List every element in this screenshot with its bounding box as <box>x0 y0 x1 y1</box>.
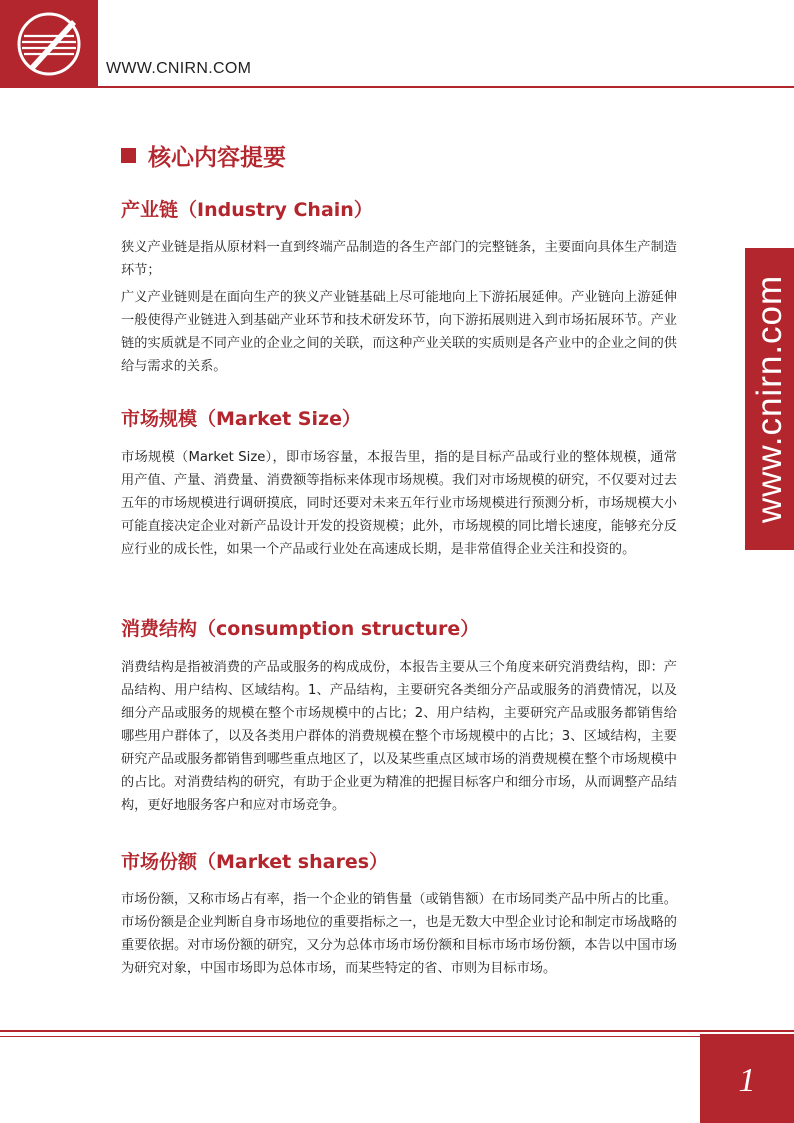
section-heading-industry-chain: 产业链（Industry Chain） <box>121 199 373 221</box>
side-tab-text: www.cnirn.com <box>749 274 789 524</box>
header-divider <box>0 86 794 88</box>
side-tab <box>745 248 794 550</box>
paragraph-industry-chain-1: 狭义产业链是指从原材料一直到终端产品制造的各生产部门的完整链条，主要面向具体生产制造环节； <box>121 240 677 278</box>
page-number: 1 <box>738 1062 756 1099</box>
page-title-text: 核心内容提要 <box>148 145 286 171</box>
paragraph-consumption-structure: 消费结构是指被消费的产品或服务的构成成份，本报告主要从三个角度来研究消费结构，即：产品结构、用户结构、区域结构。1、产品结构，主要研究各类细分产品或服务的消费情况，以及细分产品或服务的规模在整个市场规模中的占比；2、用户结构，主要研究产品或服务都销售给哪些用户群体了，以及各类用户群体的消费规模在整个市场规模中的占比；3、区域结构，主要研究产品或服务都销售到哪些重点地区了，以及某些重点区域市场的消费规模在整个市场规模中的占比。对消费结构的研究，有助于企业更为精准的把握目标客户和细分市场，从而调整产品结构，更好地服务客户和应对市场竞争。 <box>121 660 677 813</box>
logo-emblem-icon <box>10 6 88 82</box>
square-bullet-icon <box>121 148 136 163</box>
section-heading-consumption-structure: 消费结构（consumption structure） <box>121 618 480 640</box>
header-url: WWW.CNIRN.COM <box>106 60 252 77</box>
paragraph-market-shares: 市场份额，又称市场占有率，指一个企业的销售量（或销售额）在市场同类产品中所占的比重。市场份额是企业判断自身市场地位的重要指标之一，也是无数大中型企业讨论和制定市场战略的重要依据。对市场份额的研究，又分为总体市场市场份额和目标市场市场份额，本告以中国市场为研究对象，中国市场即为总体市场，而某些特定的省、市则为目标市场。 <box>121 892 677 976</box>
footer-divider-thin <box>0 1036 700 1037</box>
footer-divider <box>0 1030 794 1032</box>
section-heading-market-shares: 市场份额（Market shares） <box>121 851 389 873</box>
section-heading-market-size: 市场规模（Market Size） <box>121 408 361 430</box>
paragraph-industry-chain-2: 广义产业链则是在面向生产的狭义产业链基础上尽可能地向上下游拓展延伸。产业链向上游延伸一般使得产业链进入到基础产业环节和技术研发环节，向下游拓展则进入到市场拓展环节。产业链的实质就是不同产业的企业之间的关联，而这种产业关联的实质则是各产业中的企业之间的供给与需求的关系。 <box>121 290 677 374</box>
logo <box>0 0 98 88</box>
paragraph-market-size: 市场规模（Market Size），即市场容量，本报告里，指的是目标产品或行业的整体规模，通常用产值、产量、消费量、消费额等指标来体现市场规模。我们对市场规模的研究，不仅要对过去五年的市场规模进行调研摸底，同时还要对未来五年行业市场规模进行预测分析，市场规模大小可能直接决定企业对新产品设计开发的投资规模；此外，市场规模的同比增长速度，能够充分反应行业的成长性，如果一个产品或行业处在高速成长期，是非常值得企业关注和投资的。 <box>121 450 677 557</box>
page-number-box <box>700 1034 794 1123</box>
page-title <box>121 139 286 172</box>
